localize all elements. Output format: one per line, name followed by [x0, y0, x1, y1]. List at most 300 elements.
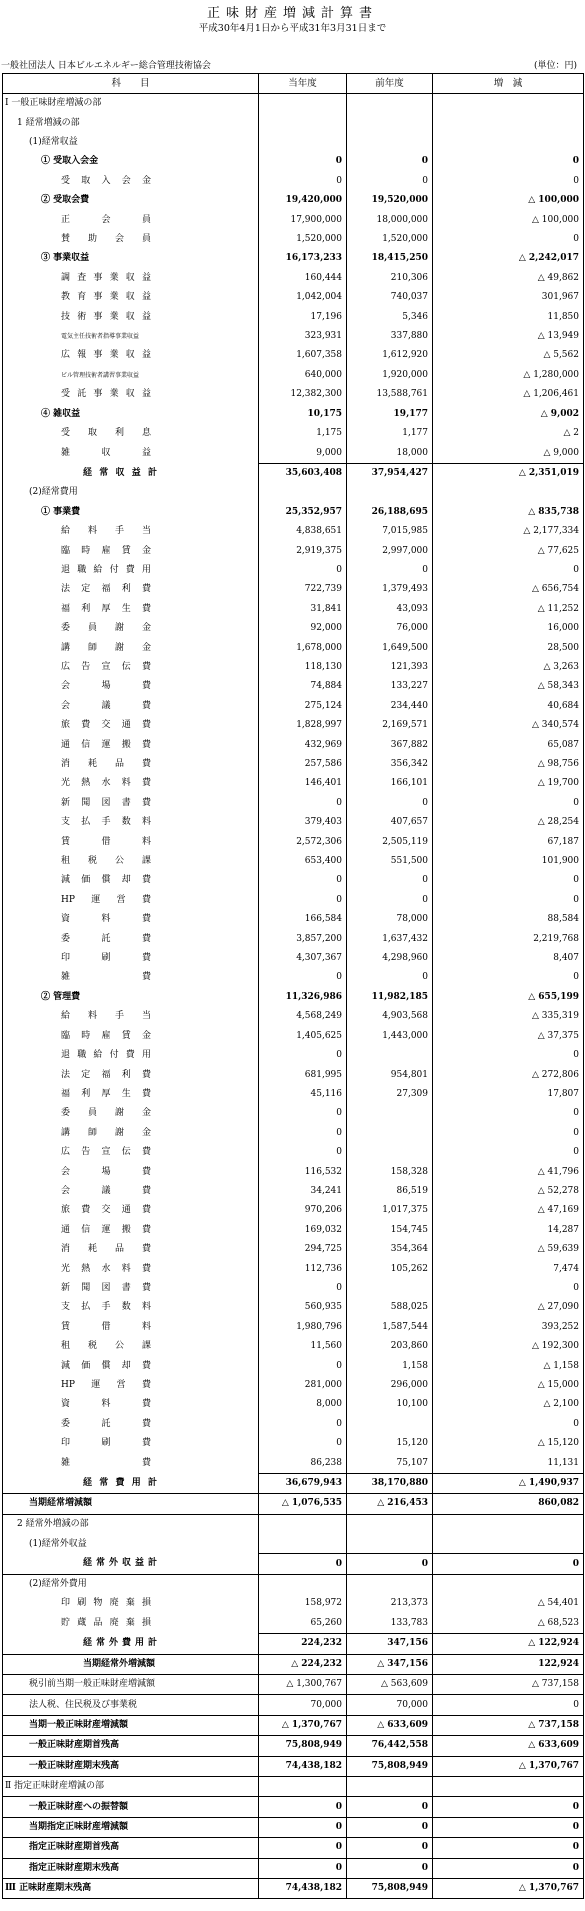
previous-year-cell: 133,227	[347, 677, 433, 696]
account-cell	[3, 1395, 259, 1414]
account-cell	[3, 1797, 259, 1817]
current-year-cell: 2,919,375	[259, 541, 347, 560]
account-cell	[3, 1878, 259, 1898]
account-cell	[3, 1434, 259, 1453]
change-cell	[433, 1776, 584, 1796]
account-label: 支払手数料	[61, 817, 151, 828]
previous-year-cell: 210,306	[347, 269, 433, 288]
previous-year-cell: 0	[347, 871, 433, 890]
change-cell: 14,287	[433, 1221, 584, 1240]
current-year-cell: 0	[259, 1124, 347, 1143]
current-year-cell: 25,352,957	[259, 503, 347, 522]
current-year-cell: 74,884	[259, 677, 347, 696]
account-label: 委員謝金	[61, 1108, 151, 1119]
account-label: ① 受取入会金	[41, 156, 99, 167]
table-row	[3, 658, 584, 677]
account-cell	[3, 249, 259, 268]
table-row	[3, 1574, 584, 1594]
account-cell	[3, 113, 259, 132]
account-label: 臨時雇賃金	[61, 545, 151, 556]
table-header-row	[3, 74, 584, 94]
account-label: 経常収益計	[83, 467, 157, 478]
table-row	[3, 307, 584, 326]
current-year-cell: 45,116	[259, 1085, 347, 1104]
table-row	[3, 249, 584, 268]
account-label: ④ 雑収益	[41, 408, 81, 419]
previous-year-cell: 0	[347, 794, 433, 813]
table-row	[3, 191, 584, 210]
change-cell: 0	[433, 1124, 584, 1143]
current-year-cell: 257,586	[259, 755, 347, 774]
table-row	[3, 832, 584, 851]
current-year-cell: 0	[259, 1858, 347, 1878]
previous-year-cell: △ 347,156	[347, 1654, 433, 1674]
account-label: 給料手当	[61, 526, 151, 537]
account-label: 消耗品費	[61, 1244, 151, 1255]
previous-year-cell	[347, 133, 433, 152]
change-cell: 0	[433, 1046, 584, 1065]
previous-year-cell: 1,520,000	[347, 230, 433, 249]
current-year-cell: 74,438,182	[259, 1878, 347, 1898]
statement-table	[2, 73, 584, 1899]
account-label: 資料費	[61, 1399, 151, 1410]
account-cell	[3, 1182, 259, 1201]
current-year-cell: 281,000	[259, 1376, 347, 1395]
current-year-cell: 0	[259, 152, 347, 171]
account-label: 会議費	[61, 1185, 151, 1196]
previous-year-cell: 27,309	[347, 1085, 433, 1104]
previous-year-cell: 1,649,500	[347, 638, 433, 657]
change-cell: △ 272,806	[433, 1065, 584, 1084]
current-year-cell	[259, 94, 347, 114]
account-cell	[3, 483, 259, 502]
account-label: 当期一般正味財産増減額	[29, 1719, 129, 1730]
current-year-cell: 2,572,306	[259, 832, 347, 851]
account-label: Ⅲ 正味財産期末残高	[5, 1883, 92, 1894]
account-label: 支払手数料	[61, 1302, 151, 1313]
current-year-cell: 224,232	[259, 1634, 347, 1654]
account-label: 資料費	[61, 914, 151, 925]
account-label: 通信運搬費	[61, 739, 151, 750]
previous-year-cell: 18,000,000	[347, 210, 433, 229]
previous-year-cell: 105,262	[347, 1259, 433, 1278]
change-cell: △ 737,158	[433, 1674, 584, 1694]
account-label: 旅費交通費	[61, 720, 151, 731]
account-label: ③ 事業収益	[41, 253, 90, 264]
current-year-cell: 1,828,997	[259, 716, 347, 735]
previous-year-cell	[347, 1143, 433, 1162]
previous-year-cell: 75,808,949	[347, 1756, 433, 1776]
account-label: ② 受取会費	[41, 195, 90, 206]
table-row	[3, 1007, 584, 1026]
current-year-cell: 9,000	[259, 443, 347, 463]
current-year-cell: 1,607,358	[259, 346, 347, 365]
previous-year-cell: 43,093	[347, 600, 433, 619]
account-label: 委託費	[61, 933, 151, 944]
current-year-cell: 681,995	[259, 1065, 347, 1084]
account-label: 減価償却費	[61, 875, 151, 886]
account-label: 教育事業収益	[61, 292, 151, 303]
current-year-cell: 146,401	[259, 774, 347, 793]
current-year-cell: 36,679,943	[259, 1473, 347, 1493]
table-row	[3, 1376, 584, 1395]
change-cell: 67,187	[433, 832, 584, 851]
table-row	[3, 697, 584, 716]
change-cell: 7,474	[433, 1259, 584, 1278]
current-year-cell: 379,403	[259, 813, 347, 832]
account-label: 印刷物廃棄損	[61, 1598, 151, 1609]
account-label: 賃借料	[61, 1321, 151, 1332]
change-cell: 2,219,768	[433, 929, 584, 948]
account-label: 当期経常増減額	[29, 1498, 93, 1509]
table-row	[3, 988, 584, 1007]
organization-name: 一般社団法人 日本ビルエネルギー総合管理技術協会	[1, 61, 211, 71]
account-cell	[3, 697, 259, 716]
account-label: 新聞図書費	[61, 1282, 151, 1293]
change-cell: △ 656,754	[433, 580, 584, 599]
change-cell: △ 37,375	[433, 1027, 584, 1046]
table-row	[3, 1259, 584, 1278]
current-year-cell: 74,438,182	[259, 1756, 347, 1776]
account-label: HP運営費	[61, 894, 151, 905]
change-cell: 393,252	[433, 1318, 584, 1337]
account-label: 賃借料	[61, 836, 151, 847]
table-row	[3, 1318, 584, 1337]
table-row	[3, 463, 584, 483]
account-label: 消耗品費	[61, 759, 151, 770]
account-label: 受取入会金	[61, 175, 151, 186]
table-row	[3, 522, 584, 541]
table-row	[3, 366, 584, 385]
change-cell: △ 100,000	[433, 210, 584, 229]
table-row	[3, 1124, 584, 1143]
table-row	[3, 1415, 584, 1434]
previous-year-cell: 15,120	[347, 1434, 433, 1453]
table-row	[3, 133, 584, 152]
account-label: (2)経常外費用	[29, 1579, 87, 1590]
previous-year-cell: 70,000	[347, 1695, 433, 1715]
current-year-cell: 0	[259, 1046, 347, 1065]
account-label: 通信運搬費	[61, 1224, 151, 1235]
account-cell	[3, 522, 259, 541]
change-cell: △ 340,574	[433, 716, 584, 735]
account-label: 福利厚生費	[61, 1088, 151, 1099]
table-row	[3, 288, 584, 307]
current-year-cell: 0	[259, 871, 347, 890]
change-cell: △ 98,756	[433, 755, 584, 774]
change-cell: 0	[433, 561, 584, 580]
change-cell: 0	[433, 1143, 584, 1162]
current-year-cell	[259, 483, 347, 502]
table-row	[3, 1534, 584, 1554]
change-cell	[433, 1534, 584, 1554]
account-label: ① 事業費	[41, 506, 81, 517]
account-cell	[3, 619, 259, 638]
previous-year-cell: 296,000	[347, 1376, 433, 1395]
current-year-cell: 560,935	[259, 1298, 347, 1317]
change-cell: △ 41,796	[433, 1162, 584, 1181]
table-row	[3, 716, 584, 735]
change-cell: △ 2,177,334	[433, 522, 584, 541]
change-cell: 0	[433, 1279, 584, 1298]
current-year-cell: 323,931	[259, 327, 347, 346]
account-cell	[3, 1574, 259, 1594]
change-cell: 0	[433, 230, 584, 249]
previous-year-cell: 367,882	[347, 735, 433, 754]
current-year-cell	[259, 133, 347, 152]
account-label: 光熱水料費	[61, 778, 151, 789]
current-year-cell: 970,206	[259, 1201, 347, 1220]
current-year-cell	[259, 113, 347, 132]
account-label: 雑収益	[61, 447, 151, 458]
account-cell	[3, 269, 259, 288]
table-row	[3, 172, 584, 191]
table-row	[3, 1027, 584, 1046]
current-year-cell: 70,000	[259, 1695, 347, 1715]
previous-year-cell: 133,783	[347, 1614, 433, 1634]
account-label: 1 経常増減の部	[17, 117, 80, 128]
account-label: 広報事業収益	[61, 350, 151, 361]
current-year-cell: 1,520,000	[259, 230, 347, 249]
change-cell: △ 2,242,017	[433, 249, 584, 268]
current-year-cell: 0	[259, 1143, 347, 1162]
account-label: 臨時雇賃金	[61, 1030, 151, 1041]
table-row	[3, 1695, 584, 1715]
account-label: 給料手当	[61, 1011, 151, 1022]
change-cell: △ 2	[433, 424, 584, 443]
account-cell	[3, 1279, 259, 1298]
account-cell	[3, 891, 259, 910]
change-cell: △ 19,700	[433, 774, 584, 793]
account-cell	[3, 968, 259, 987]
header-previous-year: 前年度	[347, 74, 433, 94]
account-cell	[3, 929, 259, 948]
previous-year-cell	[347, 94, 433, 114]
account-cell	[3, 794, 259, 813]
change-cell: 301,967	[433, 288, 584, 307]
account-cell	[3, 172, 259, 191]
table-row	[3, 1162, 584, 1181]
change-cell: 40,684	[433, 697, 584, 716]
account-cell	[3, 288, 259, 307]
change-cell: △ 15,120	[433, 1434, 584, 1453]
account-cell	[3, 1162, 259, 1181]
current-year-cell: 19,420,000	[259, 191, 347, 210]
previous-year-cell: 1,637,432	[347, 929, 433, 948]
table-row	[3, 1182, 584, 1201]
account-cell	[3, 405, 259, 424]
change-cell: △ 633,609	[433, 1736, 584, 1756]
previous-year-cell: 76,000	[347, 619, 433, 638]
account-cell	[3, 1259, 259, 1278]
account-cell	[3, 541, 259, 560]
table-row	[3, 677, 584, 696]
change-cell: △ 49,862	[433, 269, 584, 288]
change-cell: △ 192,300	[433, 1337, 584, 1356]
account-cell	[3, 424, 259, 443]
account-label: 広告宣伝費	[61, 1147, 151, 1158]
account-cell	[3, 503, 259, 522]
previous-year-cell	[347, 1415, 433, 1434]
previous-year-cell	[347, 113, 433, 132]
change-cell: △ 655,199	[433, 988, 584, 1007]
table-row	[3, 1654, 584, 1674]
account-label: 法人税、住民税及び事業税	[29, 1699, 138, 1710]
previous-year-cell: 78,000	[347, 910, 433, 929]
previous-year-cell: 10,100	[347, 1395, 433, 1414]
account-cell	[3, 774, 259, 793]
change-cell: 16,000	[433, 619, 584, 638]
current-year-cell: 34,241	[259, 1182, 347, 1201]
previous-year-cell: 2,169,571	[347, 716, 433, 735]
current-year-cell: 0	[259, 1817, 347, 1837]
table-row	[3, 1356, 584, 1375]
current-year-cell: 17,900,000	[259, 210, 347, 229]
current-year-cell: 1,980,796	[259, 1318, 347, 1337]
change-cell: 0	[433, 891, 584, 910]
previous-year-cell: 75,808,949	[347, 1878, 433, 1898]
table-row	[3, 1514, 584, 1534]
change-cell: 0	[433, 1797, 584, 1817]
previous-year-cell: 0	[347, 561, 433, 580]
account-cell	[3, 1356, 259, 1375]
account-label: (1)経常外収益	[29, 1538, 87, 1549]
table-row	[3, 561, 584, 580]
current-year-cell: 12,382,300	[259, 385, 347, 404]
previous-year-cell: 551,500	[347, 852, 433, 871]
current-year-cell	[259, 1776, 347, 1796]
account-cell	[3, 230, 259, 249]
current-year-cell: 11,560	[259, 1337, 347, 1356]
account-label: 委託費	[61, 1418, 151, 1429]
account-cell	[3, 1415, 259, 1434]
table-row	[3, 929, 584, 948]
account-label: 会場費	[61, 1166, 151, 1177]
current-year-cell: △ 1,076,535	[259, 1494, 347, 1514]
previous-year-cell: 0	[347, 1554, 433, 1574]
account-cell	[3, 813, 259, 832]
account-label: 雑費	[61, 1457, 151, 1468]
account-cell	[3, 1298, 259, 1317]
account-label: 経常外費用計	[83, 1638, 157, 1649]
change-cell: △ 122,924	[433, 1634, 584, 1654]
table-row	[3, 1143, 584, 1162]
change-cell: △ 1,370,767	[433, 1756, 584, 1776]
account-label: 会場費	[61, 681, 151, 692]
table-row	[3, 424, 584, 443]
account-cell	[3, 1614, 259, 1634]
previous-year-cell: 0	[347, 1817, 433, 1837]
current-year-cell: 653,400	[259, 852, 347, 871]
previous-year-cell: 356,342	[347, 755, 433, 774]
previous-year-cell: 5,346	[347, 307, 433, 326]
current-year-cell: 0	[259, 1797, 347, 1817]
table-row	[3, 580, 584, 599]
account-cell	[3, 1756, 259, 1776]
table-row	[3, 210, 584, 229]
account-cell	[3, 463, 259, 483]
previous-year-cell: 0	[347, 891, 433, 910]
change-cell: 0	[433, 1838, 584, 1858]
current-year-cell: 1,678,000	[259, 638, 347, 657]
account-cell	[3, 1473, 259, 1493]
current-year-cell: 35,603,408	[259, 463, 347, 483]
table-row	[3, 1298, 584, 1317]
account-label: 調査事業収益	[61, 272, 151, 283]
table-row	[3, 774, 584, 793]
previous-year-cell: 203,860	[347, 1337, 433, 1356]
table-row	[3, 443, 584, 463]
previous-year-cell	[347, 1514, 433, 1534]
previous-year-cell: 4,903,568	[347, 1007, 433, 1026]
current-year-cell: 17,196	[259, 307, 347, 326]
account-label: 電気主任技術者指導事業収益	[61, 333, 140, 341]
account-label: 法定福利費	[61, 1069, 151, 1080]
previous-year-cell	[347, 1046, 433, 1065]
table-row	[3, 1395, 584, 1414]
table-row	[3, 483, 584, 502]
previous-year-cell: △ 633,609	[347, 1715, 433, 1735]
account-cell	[3, 152, 259, 171]
account-cell	[3, 1027, 259, 1046]
change-cell: 0	[433, 968, 584, 987]
table-row	[3, 113, 584, 132]
account-label: 印刷費	[61, 953, 151, 964]
current-year-cell: 75,808,949	[259, 1736, 347, 1756]
change-cell: 122,924	[433, 1654, 584, 1674]
account-label: Ⅰ 一般正味財産増減の部	[5, 98, 102, 109]
previous-year-cell: 75,107	[347, 1453, 433, 1473]
table-row	[3, 1104, 584, 1123]
change-cell: △ 2,351,019	[433, 463, 584, 483]
previous-year-cell: 2,997,000	[347, 541, 433, 560]
table-row	[3, 1878, 584, 1898]
account-cell	[3, 1124, 259, 1143]
account-label: 税引前当期一般正味財産増減額	[29, 1679, 156, 1690]
change-cell: 0	[433, 871, 584, 890]
change-cell: △ 27,090	[433, 1298, 584, 1317]
account-cell	[3, 327, 259, 346]
previous-year-cell: 588,025	[347, 1298, 433, 1317]
current-year-cell: 16,173,233	[259, 249, 347, 268]
previous-year-cell: 1,158	[347, 1356, 433, 1375]
table-row	[3, 1858, 584, 1878]
current-year-cell: 0	[259, 1415, 347, 1434]
table-row	[3, 503, 584, 522]
change-cell: △ 335,319	[433, 1007, 584, 1026]
table-row	[3, 949, 584, 968]
account-cell	[3, 1736, 259, 1756]
current-year-cell: △ 1,300,767	[259, 1674, 347, 1694]
account-cell	[3, 1817, 259, 1837]
table-row	[3, 755, 584, 774]
account-cell	[3, 1695, 259, 1715]
current-year-cell: 92,000	[259, 619, 347, 638]
change-cell: △ 835,738	[433, 503, 584, 522]
previous-year-cell: 1,443,000	[347, 1027, 433, 1046]
current-year-cell: 86,238	[259, 1453, 347, 1473]
previous-year-cell: 158,328	[347, 1162, 433, 1181]
table-row	[3, 891, 584, 910]
current-year-cell: 169,032	[259, 1221, 347, 1240]
account-cell	[3, 1534, 259, 1554]
account-cell	[3, 1376, 259, 1395]
change-cell: △ 28,254	[433, 813, 584, 832]
current-year-cell: 166,584	[259, 910, 347, 929]
account-label: 広告宣伝費	[61, 661, 151, 672]
table-row	[3, 910, 584, 929]
account-label: 経常外収益計	[83, 1558, 157, 1569]
